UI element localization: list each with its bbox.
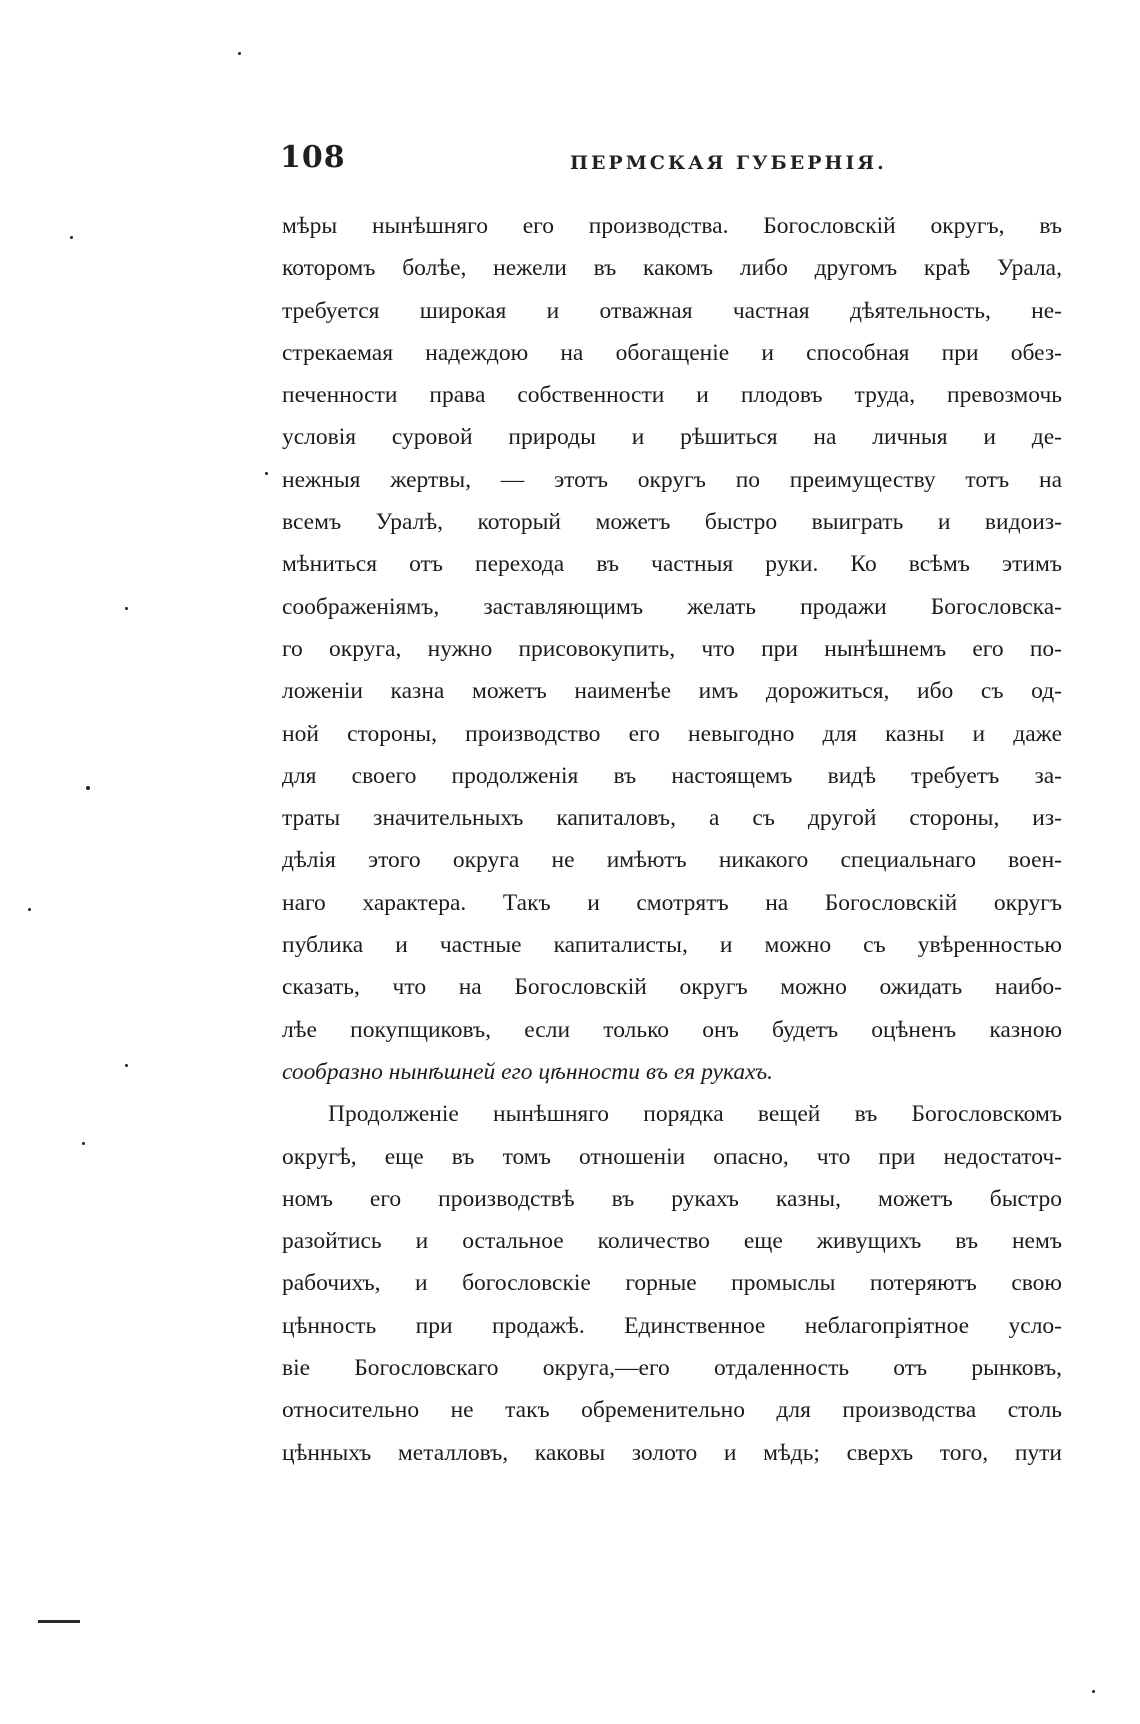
- scan-speck: [265, 472, 268, 475]
- scan-speck: [70, 236, 73, 239]
- page-header: [280, 140, 1060, 180]
- text-line: относительно не такъ обременительно для производства столь: [282, 1397, 1062, 1424]
- text-line: округѣ, еще въ томъ отношеніи опасно, что при недостаточ-: [282, 1143, 1062, 1170]
- text-line: для своего продолженія въ настоящемъ видѣ требуетъ за-: [282, 762, 1062, 789]
- text-line: публика и частные капиталисты, и можно съ увѣренностью: [282, 932, 1062, 959]
- scan-speck: [125, 607, 128, 610]
- text-line: соображеніямъ, заставляющимъ желать продажи Богословска-: [282, 593, 1062, 620]
- text-line: требуется широкая и отважная частная дѣятельность, не-: [282, 297, 1062, 324]
- text-line: печенности права собственности и плодовъ труда, превозмочь: [282, 382, 1062, 409]
- text-line: номъ его производствѣ въ рукахъ казны, можетъ быстро: [282, 1185, 1062, 1212]
- text-line: цѣнныхъ металловъ, каковы золото и мѣдь; сверхъ того, пути: [282, 1439, 1062, 1466]
- scan-speck: [238, 52, 241, 55]
- text-line: сказать, что на Богословскій округъ можно ожидать наибо-: [282, 974, 1062, 1001]
- scan-speck: [86, 786, 90, 790]
- text-line: лѣе покупщиковъ, если только онъ будетъ оцѣненъ казною: [282, 1016, 1062, 1043]
- scan-speck: [28, 908, 31, 911]
- text-line: мѣры нынѣшняго его производства. Богословскій округъ, въ: [282, 213, 1062, 239]
- text-line: сообразно нынѣшней его цѣнности въ ея рукахъ.: [282, 1058, 774, 1085]
- text-line: ложеніи казна можетъ наименѣе имъ дорожиться, ибо съ од-: [282, 678, 1062, 705]
- text-line: віе Богословскаго округа,—его отдаленность отъ рынковъ,: [282, 1355, 1062, 1382]
- scan-speck: [82, 1142, 85, 1145]
- scan-speck: [125, 1064, 128, 1067]
- text-line: траты значительныхъ капиталовъ, а съ другой стороны, из-: [282, 805, 1062, 832]
- running-title: ПЕРМСКАЯ ГУБЕРНІЯ.: [570, 152, 887, 174]
- text-line: стрекаемая надеждою на обогащеніе и способная при обез-: [282, 339, 1062, 366]
- text-line: всемъ Уралѣ, который можетъ быстро выиграть и видоиз-: [282, 509, 1062, 536]
- text-line: нежныя жертвы, — этотъ округъ по преимуществу тотъ на: [282, 466, 1062, 493]
- text-line: го округа, нужно присовокупить, что при нынѣшнемъ его по-: [282, 635, 1062, 662]
- text-line: дѣлія этого округа не имѣютъ никакого специальнаго воен-: [282, 847, 1062, 874]
- page-number: 108: [280, 140, 346, 175]
- text-line: Продолженіе нынѣшняго порядка вещей въ Богословскомъ: [328, 1101, 1062, 1128]
- text-line: наго характера. Такъ и смотрятъ на Богословскій округъ: [282, 889, 1062, 916]
- text-line: условія суровой природы и рѣшиться на личныя и де-: [282, 424, 1062, 451]
- text-line: мѣниться отъ перехода въ частныя руки. Ко всѣмъ этимъ: [282, 551, 1062, 578]
- margin-mark: [38, 1620, 80, 1623]
- text-line: разойтись и остальное количество еще живущихъ въ немъ: [282, 1228, 1062, 1255]
- text-line: рабочихъ, и богословскіе горные промыслы потеряютъ свою: [282, 1270, 1062, 1297]
- scan-speck: [1092, 1690, 1095, 1693]
- text-line: которомъ болѣе, нежели въ какомъ либо другомъ краѣ Урала,: [282, 255, 1062, 282]
- text-line: цѣнность при продажѣ. Единственное неблагопріятное усло-: [282, 1312, 1062, 1339]
- body-text: [282, 205, 1062, 1474]
- text-line: ной стороны, производство его невыгодно для казны и даже: [282, 720, 1062, 747]
